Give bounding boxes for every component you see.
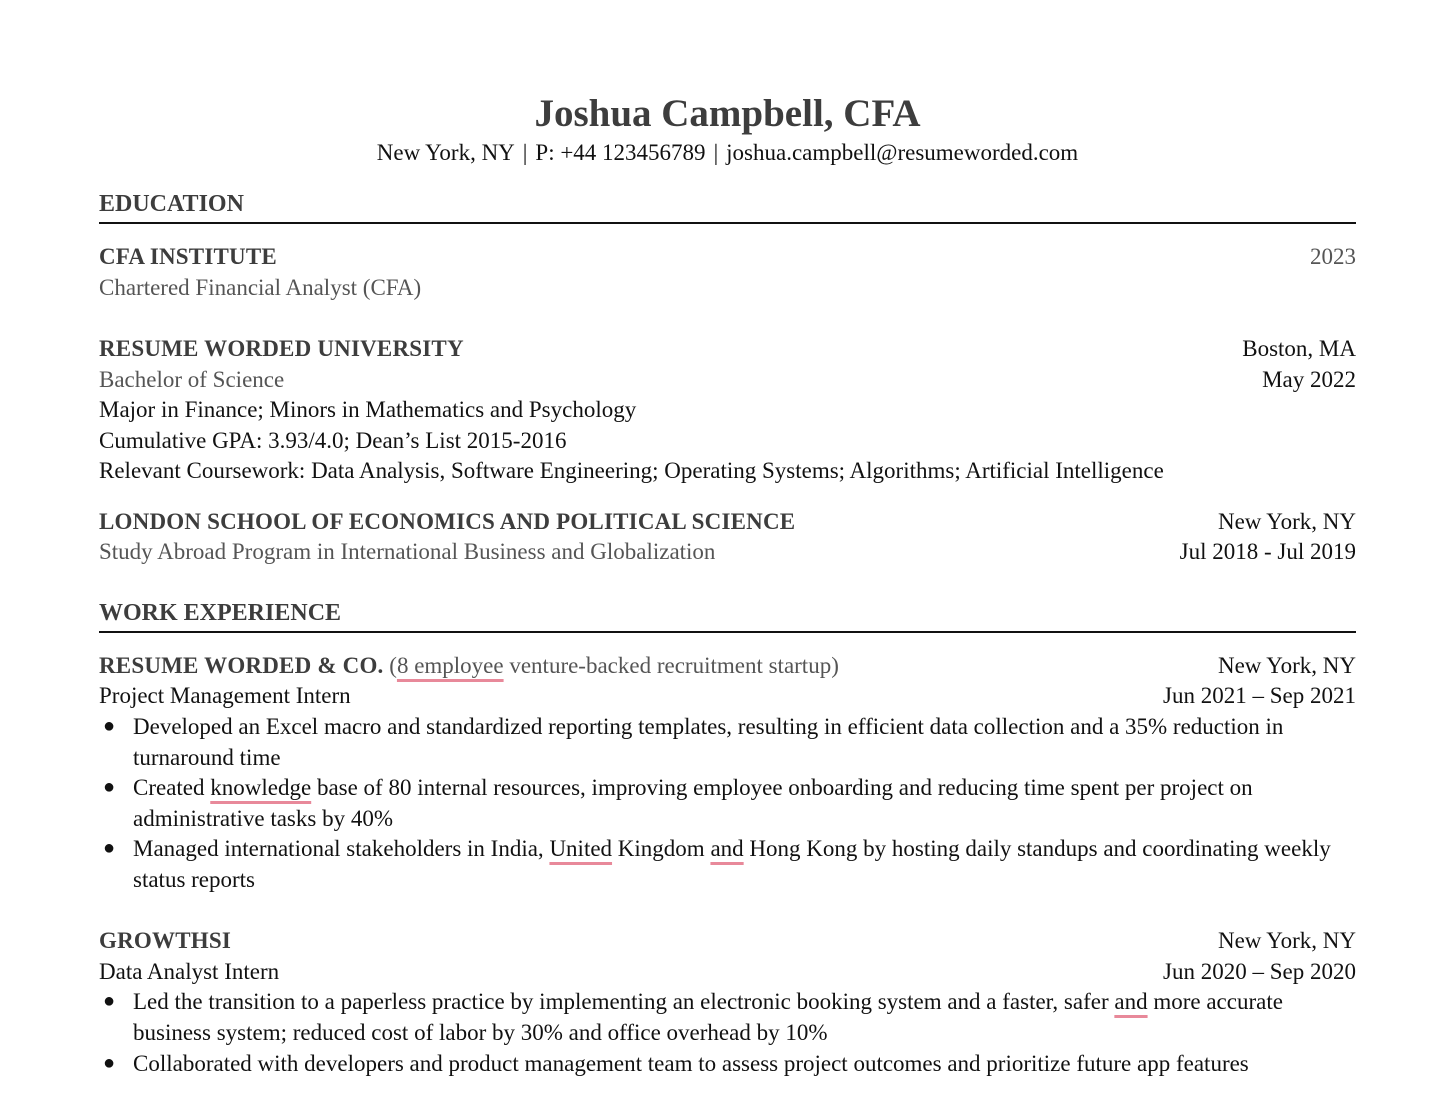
bullet-dot: ●: [103, 776, 116, 798]
job-location: New York, NY: [1217, 653, 1356, 678]
education-location: Boston, MA: [1242, 336, 1356, 361]
section-title-education: EDUCATION: [99, 189, 1356, 224]
bullet-text-part: more accurate business system; reduced cost of labor by 30% and office overhead by 10%: [133, 989, 1283, 1045]
job-location: New York, NY: [1217, 928, 1356, 953]
job-org-description: [389, 653, 839, 678]
bullet-text: [133, 833, 1358, 895]
section-title-work-experience: WORK EXPERIENCE: [99, 598, 1356, 633]
education-entry-sub: [99, 364, 1356, 395]
education-entry-sub: [99, 536, 1356, 567]
bullet-dot: ●: [103, 990, 116, 1012]
education-org: RESUME WORDED UNIVERSITY: [99, 336, 464, 361]
job-bullet: [99, 833, 1356, 895]
bullet-dot: ●: [103, 1052, 116, 1074]
bullet-text-part: Hong Kong by hosting daily standups and coordinating weekly status reports: [133, 836, 1331, 892]
education-program: Study Abroad Program in International Business and Globalization: [99, 539, 716, 564]
education-detail: Cumulative GPA: 3.93/4.0; Dean’s List 2015-2016: [99, 428, 567, 453]
job-org: RESUME WORDED & CO.: [99, 653, 384, 678]
job-bullet: [99, 1048, 1356, 1079]
education-org: LONDON SCHOOL OF ECONOMICS AND POLITICAL SCIENCE: [99, 509, 796, 534]
paren-open: (: [389, 653, 397, 678]
job-bullet: [99, 986, 1356, 1048]
job-org-description-rest: venture-backed recruitment startup): [503, 653, 839, 678]
bullet-dot: ●: [103, 837, 116, 859]
education-degree: Chartered Financial Analyst (CFA): [99, 275, 422, 300]
spellcheck-flag[interactable]: United: [549, 836, 613, 861]
education-date: 2023: [1310, 244, 1356, 269]
spellcheck-flag[interactable]: 8 employee: [396, 653, 504, 678]
education-date: May 2022: [1262, 367, 1356, 392]
education-entry-sub: [99, 272, 1356, 303]
job-bullet: [99, 711, 1356, 773]
spellcheck-flag[interactable]: knowledge: [210, 775, 312, 800]
job-date: Jun 2020 – Sep 2020: [1163, 959, 1356, 984]
education-entry-header: [99, 506, 1356, 537]
contact-phone: P: +44 123456789: [535, 140, 706, 165]
job-bullet: [99, 772, 1356, 834]
spellcheck-flag[interactable]: and: [1114, 989, 1148, 1014]
education-date: Jul 2018 - Jul 2019: [1179, 539, 1356, 564]
bullet-text: Developed an Excel macro and standardized reporting templates, resulting in efficient data collection and a 35% reduction in turnaround time: [133, 714, 1284, 770]
contact-separator: |: [522, 140, 528, 165]
bullet-text: Collaborated with developers and product management team to assess project outcomes and prioritize future app features: [133, 1051, 1249, 1076]
bullet-dot: ●: [103, 715, 116, 737]
job-role: Data Analyst Intern: [99, 959, 280, 984]
job-date: Jun 2021 – Sep 2021: [1163, 683, 1356, 708]
education-location: New York, NY: [1217, 509, 1356, 534]
bullet-text: [133, 772, 1358, 834]
education-detail: Relevant Coursework: Data Analysis, Software Engineering; Operating Systems; Algorithms; Artificial Intelligence: [99, 458, 1164, 483]
job-org: GROWTHSI: [99, 928, 231, 953]
education-detail: Major in Finance; Minors in Mathematics and Psychology: [99, 397, 637, 422]
contact-separator: |: [713, 140, 719, 165]
bullet-text-part: Created: [133, 775, 211, 800]
candidate-name: Joshua Campbell, CFA: [534, 92, 921, 135]
bullet-text-part: Led the transition to a paperless practice by implementing an electronic booking system and a faster, safer: [133, 989, 1115, 1014]
contact-email[interactable]: joshua.campbell@resumeworded.com: [726, 140, 1079, 165]
job-role-row: [99, 956, 1356, 987]
job-header: [99, 925, 1356, 956]
bullet-text-part: base of 80 internal resources, improving employee onboarding and reducing time spent per project on administrative tasks by 40%: [133, 775, 1253, 831]
education-entry-header: [99, 241, 1356, 272]
bullet-text-part: Managed international stakeholders in India,: [133, 836, 550, 861]
bullet-text: [133, 986, 1358, 1048]
job-role: Project Management Intern: [99, 683, 351, 708]
job-role-row: [99, 680, 1356, 711]
job-header: [99, 650, 1356, 681]
contact-line: [99, 138, 1356, 168]
education-org: CFA INSTITUTE: [99, 244, 277, 269]
spellcheck-flag[interactable]: and: [710, 836, 744, 861]
contact-location: New York, NY: [376, 140, 515, 165]
bullet-text-part: Kingdom: [612, 836, 711, 861]
education-degree: Bachelor of Science: [99, 367, 285, 392]
education-entry-header: [99, 333, 1356, 364]
